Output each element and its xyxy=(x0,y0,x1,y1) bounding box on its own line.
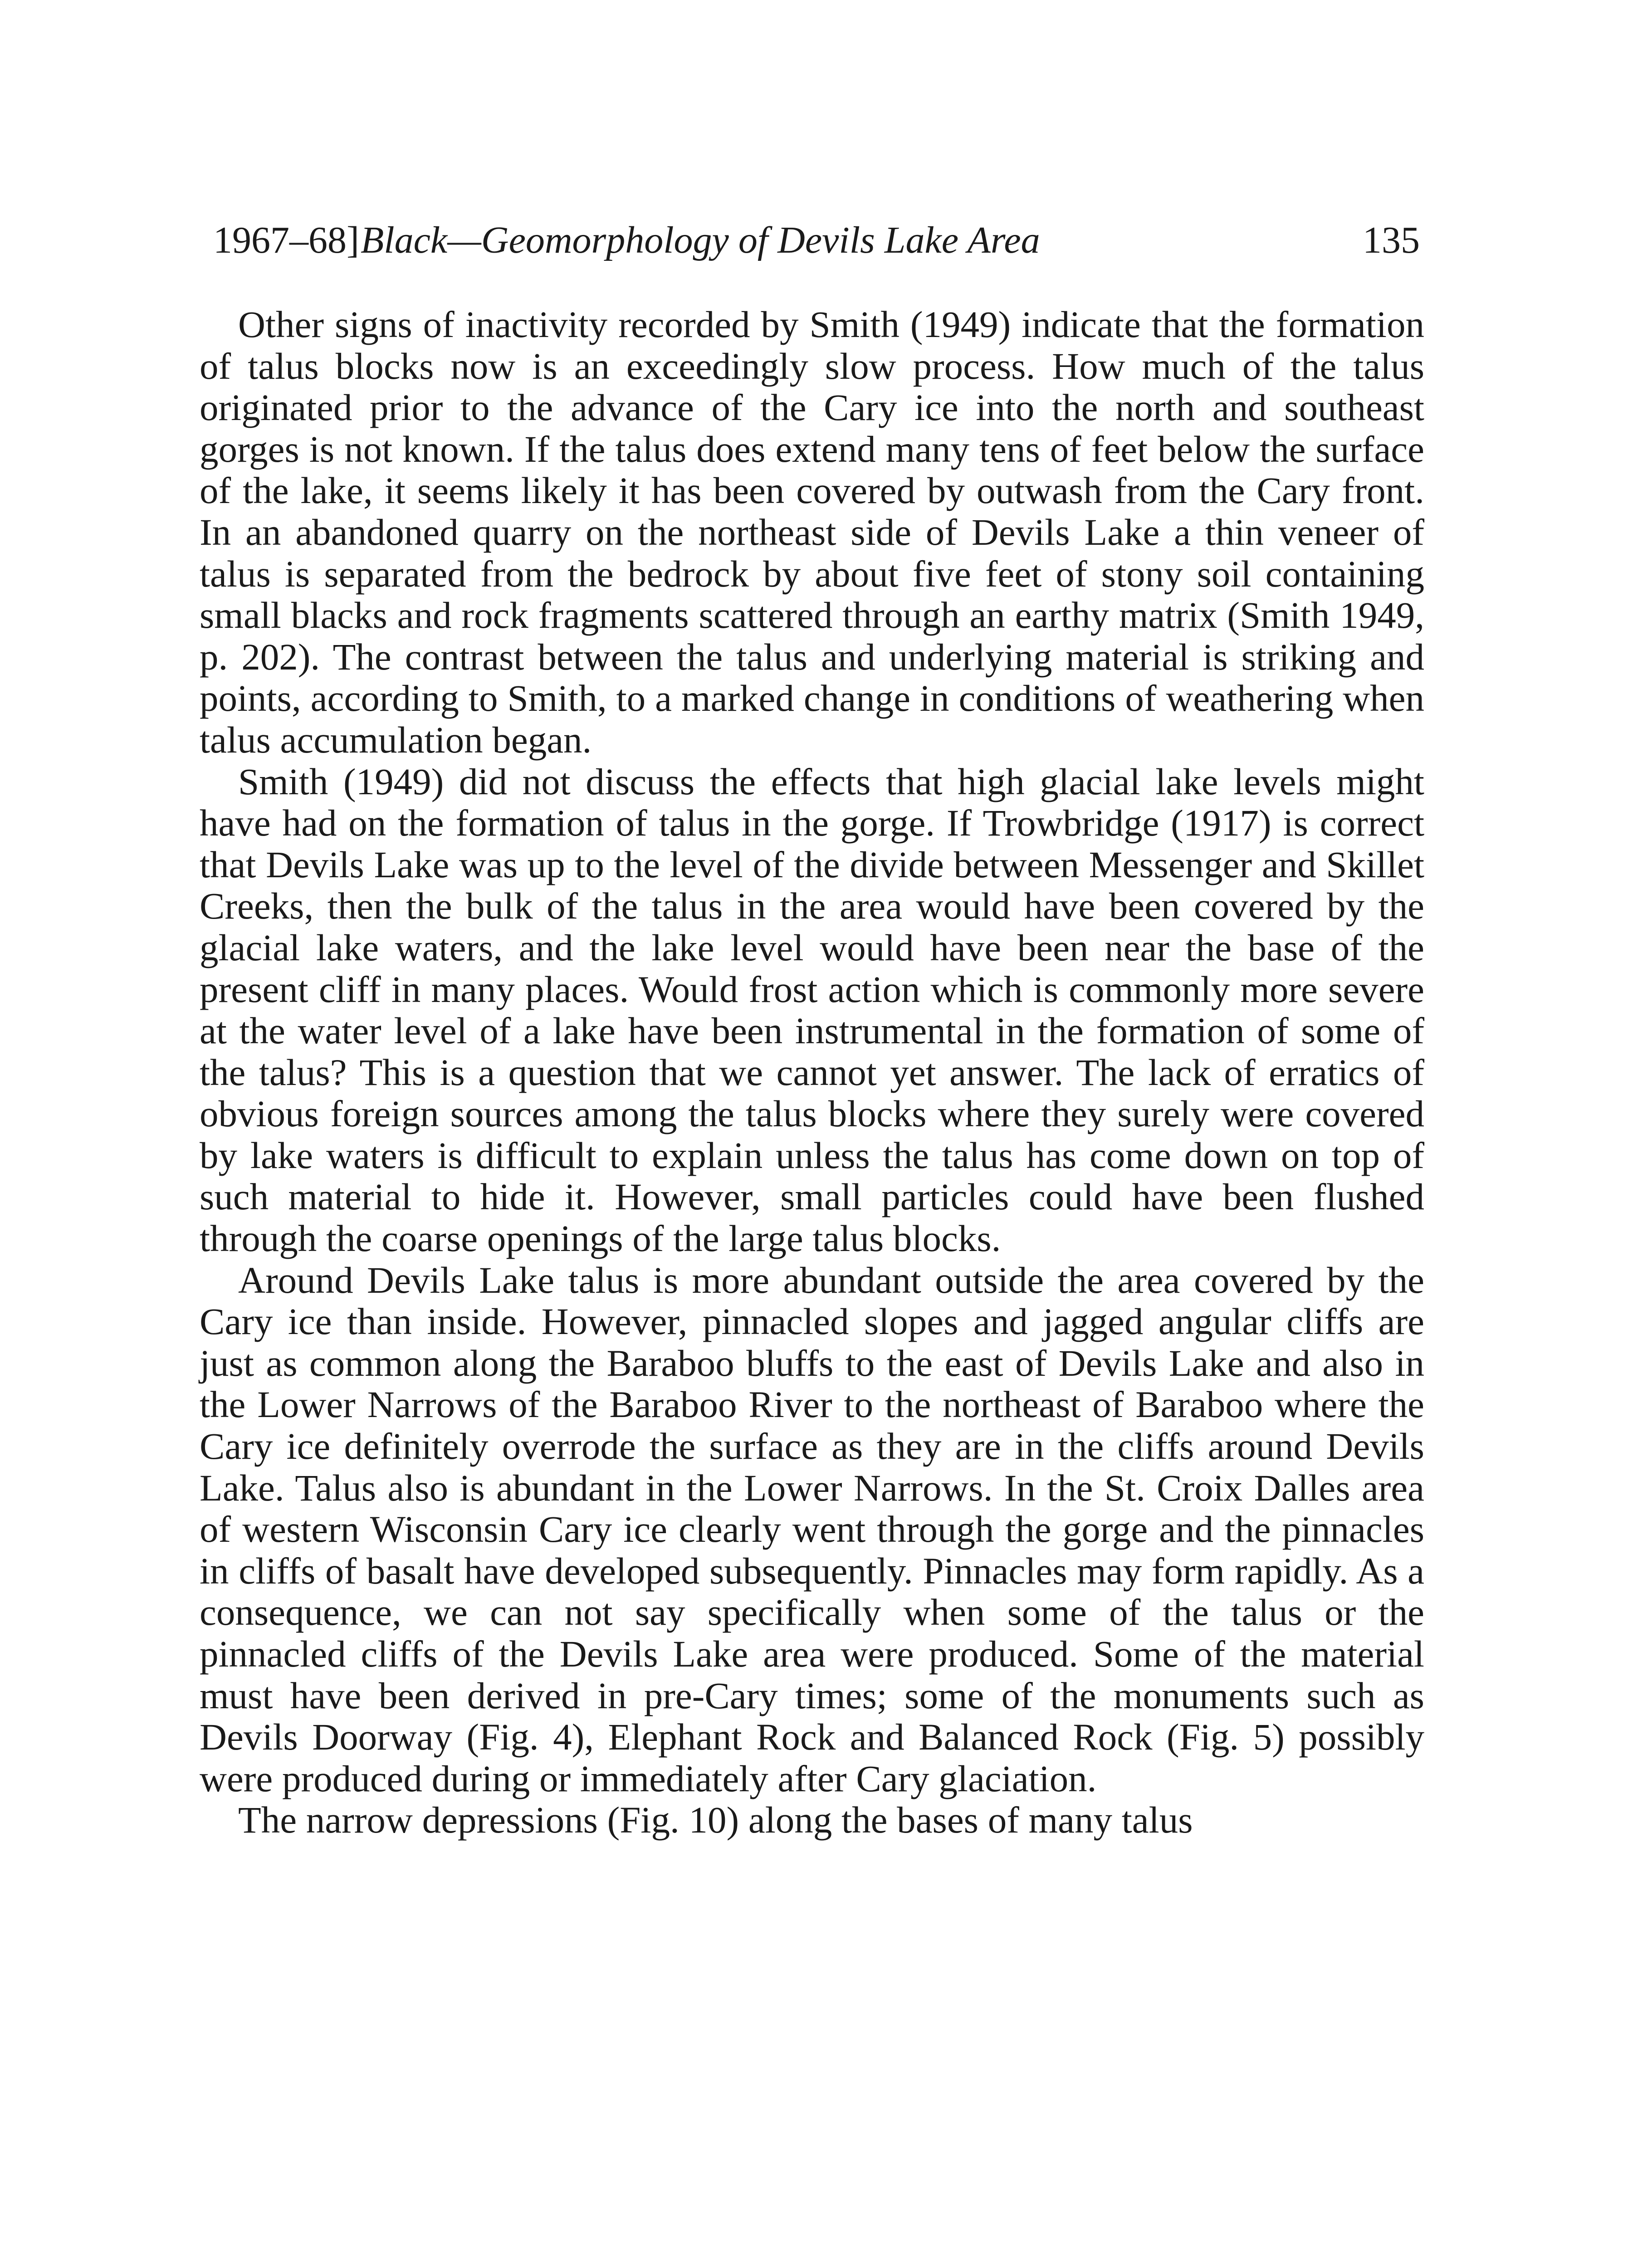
paragraph-talus-inactivity: Other signs of inactivity recorded by Smith (1949) indicate that the formation of talus blocks now is an exceedingly slow process. How much of the talus originated prior to the advance of the Cary ice into the north and southeast gorges is not known. If the talus does extend many tens of feet below the surface of the lake, it seems likely it has been covered by outwash from the Cary front. In an abandoned quarry on the northeast side of Devils Lake a thin veneer of talus is separated from the bedrock by about five feet of stony soil containing small blacks and rock fragments scattered through an earthy matrix (Smith 1949, p. 202). The contrast between the talus and underlying material is striking and points, according to Smith, to a marked change in conditions of weathering when talus accumulation began. xyxy=(200,303,1424,761)
paragraph-cary-ice-talus: Around Devils Lake talus is more abundant outside the area covered by the Cary ice than inside. However, pinnacled slopes and jagged angular cliffs are just as common along the Baraboo bluffs to the east of Devils Lake and also in the Lower Narrows of the Baraboo River to the northeast of Baraboo where the Cary ice definitely overrode the surface as they are in the cliffs around Devils Lake. Talus also is abundant in the Lower Narrows. In the St. Croix Dalles area of western Wisconsin Cary ice clearly went through the gorge and the pinnacles in cliffs of basalt have developed subsequently. Pinnacles may form rapidly. As a consequence, we can not say specifically when some of the talus or the pinnacled cliffs of the Devils Lake area were produced. Some of the material must have been derived in pre-Cary times; some of the monuments such as Devils Doorway (Fig. 4), Elephant Rock and Balanced Rock (Fig. 5) possibly were produced during or immediately after Cary glaciation. xyxy=(200,1259,1424,1799)
volume-year: 1967–68] xyxy=(213,219,359,261)
running-header xyxy=(213,213,1420,268)
running-title: Black—Geomorphology of Devils Lake Area xyxy=(361,219,1040,261)
page-number: 135 xyxy=(1363,219,1420,261)
paragraph-narrow-depressions: The narrow depressions (Fig. 10) along the bases of many talus xyxy=(238,1799,1193,1841)
paragraph-glacial-lake-levels: Smith (1949) did not discuss the effects that high glacial lake levels might have had on the formation of talus in the gorge. If Trowbridge (1917) is correct that Devils Lake was up to the level of the divide between Messenger and Skillet Creeks, then the bulk of the talus in the area would have been covered by the glacial lake waters, and the lake level would have been near the base of the present cliff in many places. Would frost action which is commonly more severe at the water level of a lake have been instrumental in the formation of some of the talus? This is a question that we cannot yet answer. The lack of erratics of obvious foreign sources among the talus blocks where they surely were covered by lake waters is difficult to explain unless the talus has come down on top of such material to hide it. However, small particles could have been flushed through the coarse openings of the large talus blocks. xyxy=(200,760,1424,1260)
body-text xyxy=(200,304,1424,1841)
